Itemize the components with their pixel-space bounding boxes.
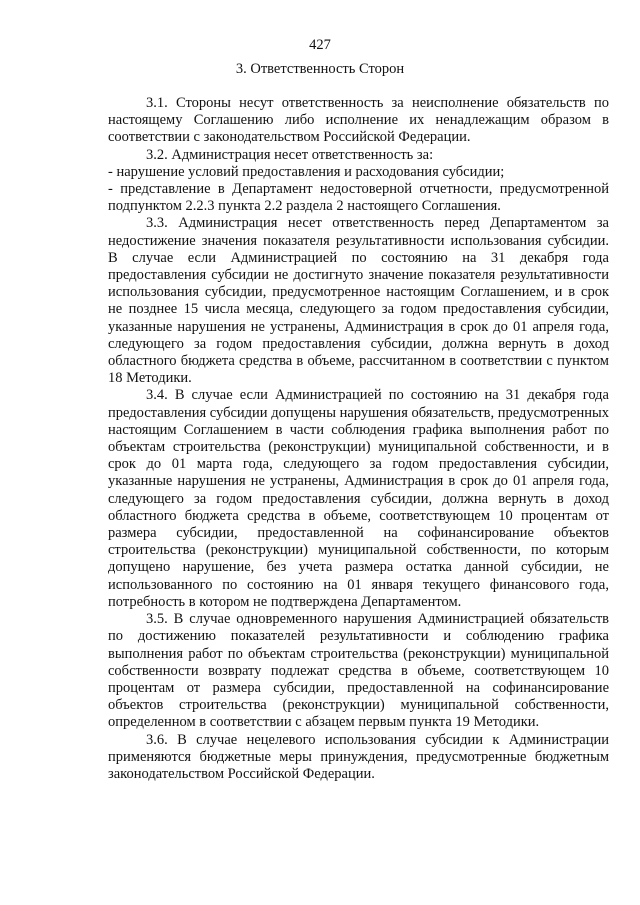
paragraph-3-2: 3.2. Администрация несет ответственность за: — [146, 146, 434, 163]
section-title: 3. Ответственность Сторон — [235, 61, 405, 77]
list-item: - представление в Департамент недостоверной отчетности, предусмотренной подпунктом 2.2.3 пункта 2.2 раздела 2 настоящего Соглашения. — [108, 181, 609, 215]
list-item: - нарушение условий предоставления и расходования субсидии; — [108, 163, 505, 180]
paragraph-3-4: 3.4. В случае если Администрацией по состоянию на 31 декабря года предоставления субсидии допущены нарушения обязательств, предусмотренных настоящим Соглашением в части соблюдения графика выполнения работ по объектам строительства (реконструкции) муниципальной собственности, и в срок до 01 марта года, следующего за годом предоставления субсидии, указанные нарушения не устранены, Администрация в срок до 01 апреля года, следующего за годом предоставления субсидии, должна вернуть в доход областного бюджета средства в объеме, соответствующем 10 процентам от размера субсидии, предоставленной на софинансирование объектов строительства (реконструкции) муниципальной собственности, по которым допущено нарушение, без учета размера остатка данной субсидии, не использованного по состоянию на 01 января текущего финансового года, потребность в котором не подтверждена Департаментом. — [108, 387, 609, 610]
page-number: 427 — [309, 37, 331, 53]
document-body — [108, 95, 609, 783]
paragraph-3-5: 3.5. В случае одновременного нарушения Администрацией обязательств по достижению показателей результативности и соблюдению графика выполнения работ по объектам строительства (реконструкции) муниципальной собственности возврату подлежат средства в объеме, соответствующем 10 процентам от размера субсидии, предоставленной на софинансирование объектов строительства (реконструкции) муниципальной собственности, определенном в соответствии с абзацем первым пункта 19 Методики. — [108, 611, 609, 731]
paragraph-3-1: 3.1. Стороны несут ответственность за неисполнение обязательств по настоящему Соглашению либо исполнение их ненадлежащим образом в соответствии с законодательством Российской Федерации. — [108, 95, 609, 146]
paragraph-3-3: 3.3. Администрация несет ответственность перед Департаментом за недостижение значения показателя результативности использования субсидии. В случае если Администрацией по состоянию на 31 декабря года предоставления субсидии не достигнуто значение показателя результативности использования субсидии, предусмотренное настоящим Соглашением, и в срок не позднее 15 числа месяца, следующего за годом предоставления субсидии, указанные нарушения не устранены, Администрация в срок до 01 апреля года, следующего за годом предоставления субсидии, должна вернуть в доход областного бюджета средства в объеме, рассчитанном в соответствии с пунктом 18 Методики. — [108, 215, 609, 387]
paragraph-3-6: 3.6. В случае нецелевого использования субсидии к Администрации применяются бюджетные меры принуждения, предусмотренные бюджетным законодательством Российской Федерации. — [108, 731, 609, 782]
